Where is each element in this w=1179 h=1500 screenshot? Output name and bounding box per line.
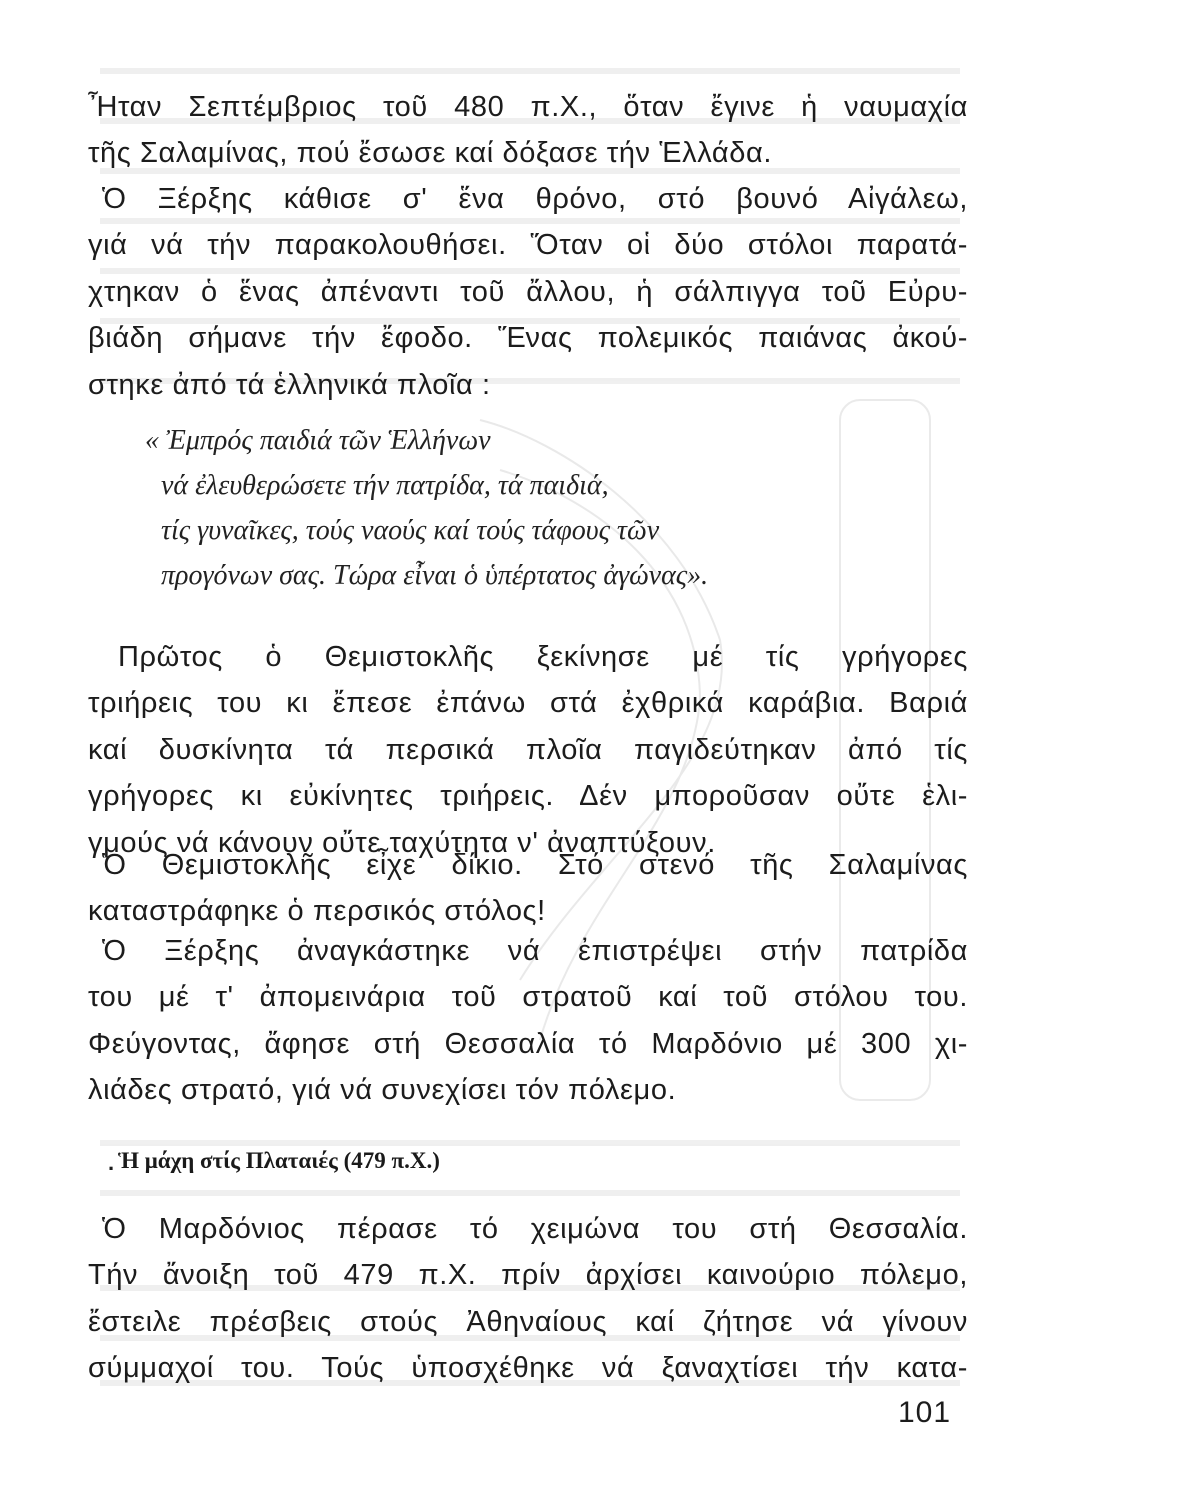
text-line: σύμμαχοί του. Τούς ὑποσχέθηκε νά ξαναχτίσει τήν κατα-: [88, 1352, 968, 1385]
heading-bullet: .: [108, 1150, 115, 1175]
text-line: Ὁ Μαρδόνιος πέρασε τό χειμώνα του στή Θεσσαλία.: [102, 1213, 968, 1245]
text-line: τῆς Σαλαμίνας, πού ἔσωσε καί δόξασε τήν Ἑλλάδα.: [88, 137, 772, 170]
text-line: χτηκαν ὁ ἕνας ἀπέναντι τοῦ ἄλλου, ἡ σάλπιγγα τοῦ Εὐρυ-: [88, 275, 968, 308]
paragraph-persian-fleet-destroyed: [88, 842, 968, 935]
quote-line: προγόνων σας. Τώρα εἶναι ὁ ὑπέρτατος ἀγώνας».: [161, 560, 709, 591]
text-line: γιά νά τήν παρακολουθήσει. Ὅταν οἱ δύο στόλοι παρατά-: [88, 229, 968, 262]
text-line: Τήν ἄνοιξη τοῦ 479 π.Χ. πρίν ἀρχίσει καινούριο πόλεμο,: [88, 1259, 968, 1292]
paragraph-themistocles-attack: [88, 634, 968, 866]
text-line: Ὁ Θεμιστοκλῆς εἶχε δίκιο. Στό στενό τῆς Σαλαμίνας: [102, 849, 968, 881]
text-line: Ὁ Ξέρξης ἀναγκάστηκε νά ἐπιστρέψει στήν πατρίδα: [102, 935, 968, 967]
text-line: καταστράφηκε ὁ περσικός στόλος!: [88, 895, 546, 928]
paean-quote: [145, 418, 905, 598]
text-line: γμούς νά κάνουν οὔτε ταχύτητα ν' ἀναπτύξουν.: [88, 826, 716, 859]
paragraph-mardonius-winter: [88, 1206, 968, 1392]
paragraph-xerxes-return: [88, 928, 968, 1114]
paragraph-opening: [88, 84, 968, 177]
section-heading: Ἡ μάχη στίς Πλαταιές (479 π.Χ.): [118, 1148, 440, 1173]
text-line: γρήγορες κι εὐκίνητες τριήρεις. Δέν μποροῦσαν οὔτε ἑλι-: [88, 780, 968, 813]
text-line: του μέ τ' ἀπομεινάρια τοῦ στρατοῦ καί τοῦ στόλου του.: [88, 981, 968, 1014]
quote-line: νά ἐλευθερώσετε τήν πατρίδα, τά παιδιά,: [161, 470, 609, 501]
text-line: Ὁ Ξέρξης κάθισε σ' ἕνα θρόνο, στό βουνό Αἰγάλεω,: [102, 183, 968, 215]
faint-line: [100, 68, 960, 74]
faint-line: [100, 1190, 960, 1196]
text-line: Πρῶτος ὁ Θεμιστοκλῆς ξεκίνησε μέ τίς γρήγορες: [118, 641, 968, 673]
text-line: βιάδη σήμανε τήν ἔφοδο. Ἕνας πολεμικός παιάνας ἀκού-: [88, 322, 968, 355]
text-line: τριήρεις του κι ἔπεσε ἐπάνω στά ἐχθρικά καράβια. Βαριά: [88, 687, 968, 720]
quote-line: τίς γυναῖκες, τούς ναούς καί τούς τάφους τῶν: [161, 515, 660, 546]
paragraph-xerxes-throne: [88, 176, 968, 408]
text-line: λιάδες στρατό, γιά νά συνεχίσει τόν πόλεμο.: [88, 1074, 677, 1107]
text-line: καί δυσκίνητα τά περσικά πλοῖα παγιδεύτηκαν ἀπό τίς: [88, 733, 968, 766]
text-line: Ἦταν Σεπτέμβριος τοῦ 480 π.Χ., ὅταν ἔγινε ἡ ναυμαχία: [88, 91, 968, 123]
text-line: ἔστειλε πρέσβεις στούς Ἀθηναίους καί ζήτησε νά γίνουν: [88, 1305, 968, 1338]
page-number: 101: [898, 1396, 952, 1429]
text-line: Φεύγοντας, ἄφησε στή Θεσσαλία τό Μαρδόνιο μέ 300 χι-: [88, 1027, 968, 1060]
text-line: στηκε ἀπό τά ἑλληνικά πλοῖα :: [88, 368, 491, 401]
faint-line: [100, 1140, 960, 1146]
quote-line: « Ἐμπρός παιδιά τῶν Ἑλλήνων: [145, 425, 491, 456]
